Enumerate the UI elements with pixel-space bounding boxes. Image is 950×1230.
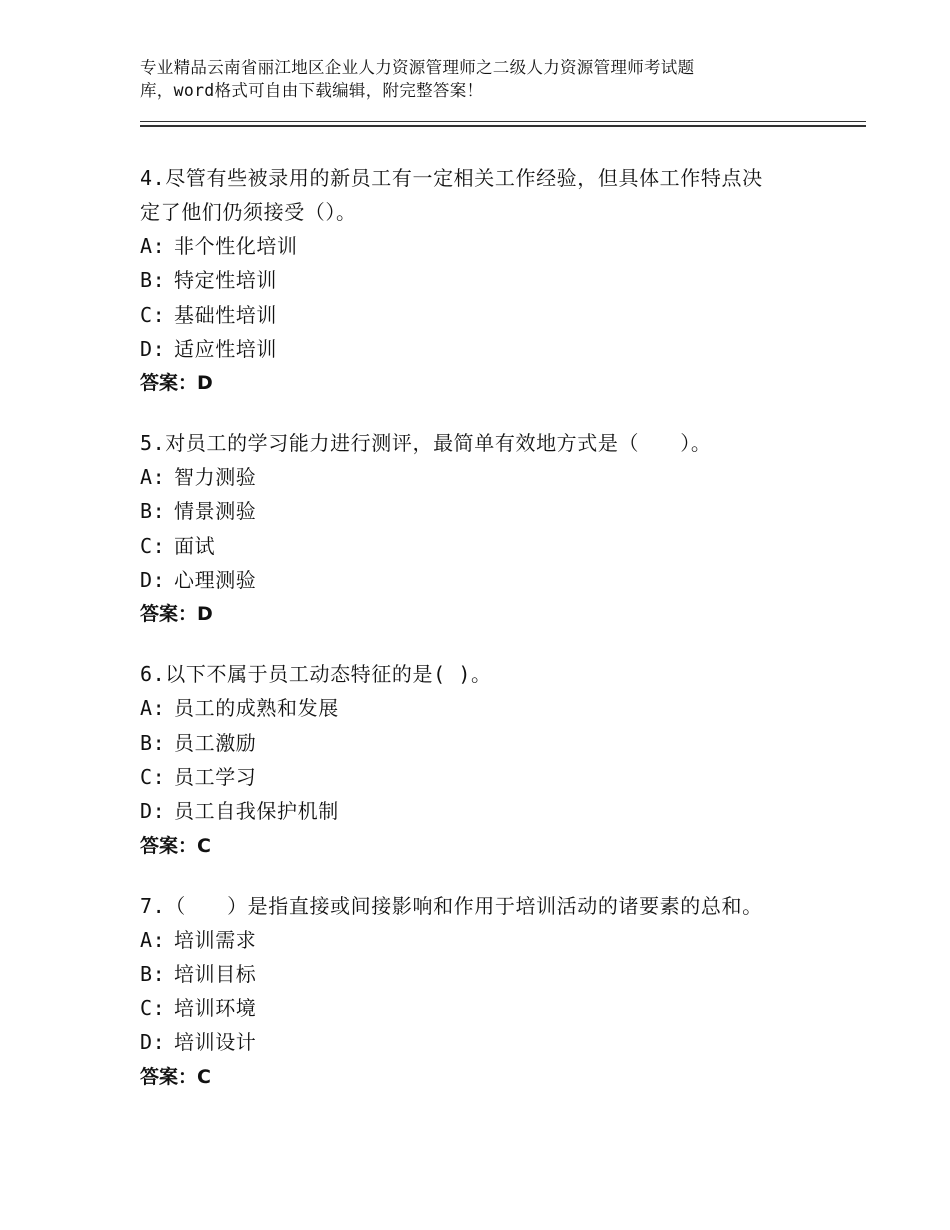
question-5 bbox=[140, 426, 840, 631]
document-header bbox=[140, 56, 840, 102]
option-key: A: bbox=[140, 927, 166, 952]
option-text: 培训环境 bbox=[174, 996, 257, 1021]
answer-label: 答案：D bbox=[140, 603, 213, 626]
option-a bbox=[140, 460, 840, 494]
option-text: 员工自我保护机制 bbox=[174, 799, 339, 824]
option-b bbox=[140, 263, 840, 297]
option-a bbox=[140, 691, 840, 725]
option-key: C: bbox=[140, 764, 166, 789]
option-text: 培训设计 bbox=[174, 1030, 257, 1055]
option-key: A: bbox=[140, 696, 166, 721]
option-key: B: bbox=[140, 961, 166, 986]
option-d bbox=[140, 332, 840, 366]
question-text-line-1: 4.尽管有些被录用的新员工有一定相关工作经验，但具体工作特点决 bbox=[140, 166, 763, 190]
option-key: D: bbox=[140, 336, 166, 361]
answer-label: 答案：C bbox=[140, 834, 211, 857]
question-text bbox=[140, 657, 840, 691]
option-b bbox=[140, 494, 840, 528]
answer-label: 答案：C bbox=[140, 1065, 211, 1088]
question-6 bbox=[140, 657, 840, 862]
option-c bbox=[140, 529, 840, 563]
option-d bbox=[140, 563, 840, 597]
answer-label: 答案：D bbox=[140, 372, 213, 395]
option-key: D: bbox=[140, 1030, 166, 1055]
question-text bbox=[140, 161, 840, 229]
option-text: 员工激励 bbox=[174, 730, 257, 755]
option-text: 面试 bbox=[174, 533, 216, 558]
question-text bbox=[140, 889, 840, 923]
option-text: 培训需求 bbox=[174, 927, 257, 952]
option-key: C: bbox=[140, 533, 166, 558]
question-text-line-2: 定了他们仍须接受（）。 bbox=[140, 200, 357, 224]
question-text-line-1: 7.（ ）是指直接或间接影响和作用于培训活动的诸要素的总和。 bbox=[140, 893, 763, 918]
header-title-line-2: 库，word格式可自由下载编辑，附完整答案！ bbox=[140, 81, 484, 100]
option-key: A: bbox=[140, 465, 166, 490]
option-key: B: bbox=[140, 268, 166, 293]
header-divider-thin bbox=[140, 121, 866, 122]
option-b bbox=[140, 957, 840, 991]
option-c bbox=[140, 760, 840, 794]
option-text: 心理测验 bbox=[174, 568, 257, 593]
option-c bbox=[140, 298, 840, 332]
option-a bbox=[140, 923, 840, 957]
question-text bbox=[140, 426, 840, 460]
option-d bbox=[140, 1025, 840, 1059]
header-divider-thick bbox=[140, 125, 866, 127]
question-7 bbox=[140, 889, 840, 1094]
question-list bbox=[140, 161, 840, 1120]
option-text: 特定性培训 bbox=[174, 268, 277, 293]
question-text-line-1: 5.对员工的学习能力进行测评，最简单有效地方式是（ ）。 bbox=[140, 431, 712, 456]
option-key: C: bbox=[140, 996, 166, 1021]
option-key: D: bbox=[140, 799, 166, 824]
option-text: 适应性培训 bbox=[174, 336, 277, 361]
option-text: 非个性化培训 bbox=[174, 234, 298, 258]
option-d bbox=[140, 794, 840, 828]
option-b bbox=[140, 726, 840, 760]
header-title-line-1: 专业精品云南省丽江地区企业人力资源管理师之二级人力资源管理师考试题 bbox=[140, 58, 695, 77]
option-text: 智力测验 bbox=[174, 465, 257, 490]
option-text: 培训目标 bbox=[174, 961, 257, 986]
option-text: 员工学习 bbox=[174, 764, 257, 789]
question-4 bbox=[140, 161, 840, 400]
option-key: D: bbox=[140, 568, 166, 593]
question-text-line-1: 6.以下不属于员工动态特征的是( )。 bbox=[140, 662, 492, 687]
option-a bbox=[140, 229, 840, 263]
option-c bbox=[140, 991, 840, 1025]
option-text: 员工的成熟和发展 bbox=[174, 696, 339, 721]
option-key: B: bbox=[140, 730, 166, 755]
option-key: A: bbox=[140, 234, 166, 258]
option-key: C: bbox=[140, 302, 166, 327]
option-text: 基础性培训 bbox=[174, 302, 277, 327]
option-key: B: bbox=[140, 499, 166, 524]
option-text: 情景测验 bbox=[174, 499, 257, 524]
